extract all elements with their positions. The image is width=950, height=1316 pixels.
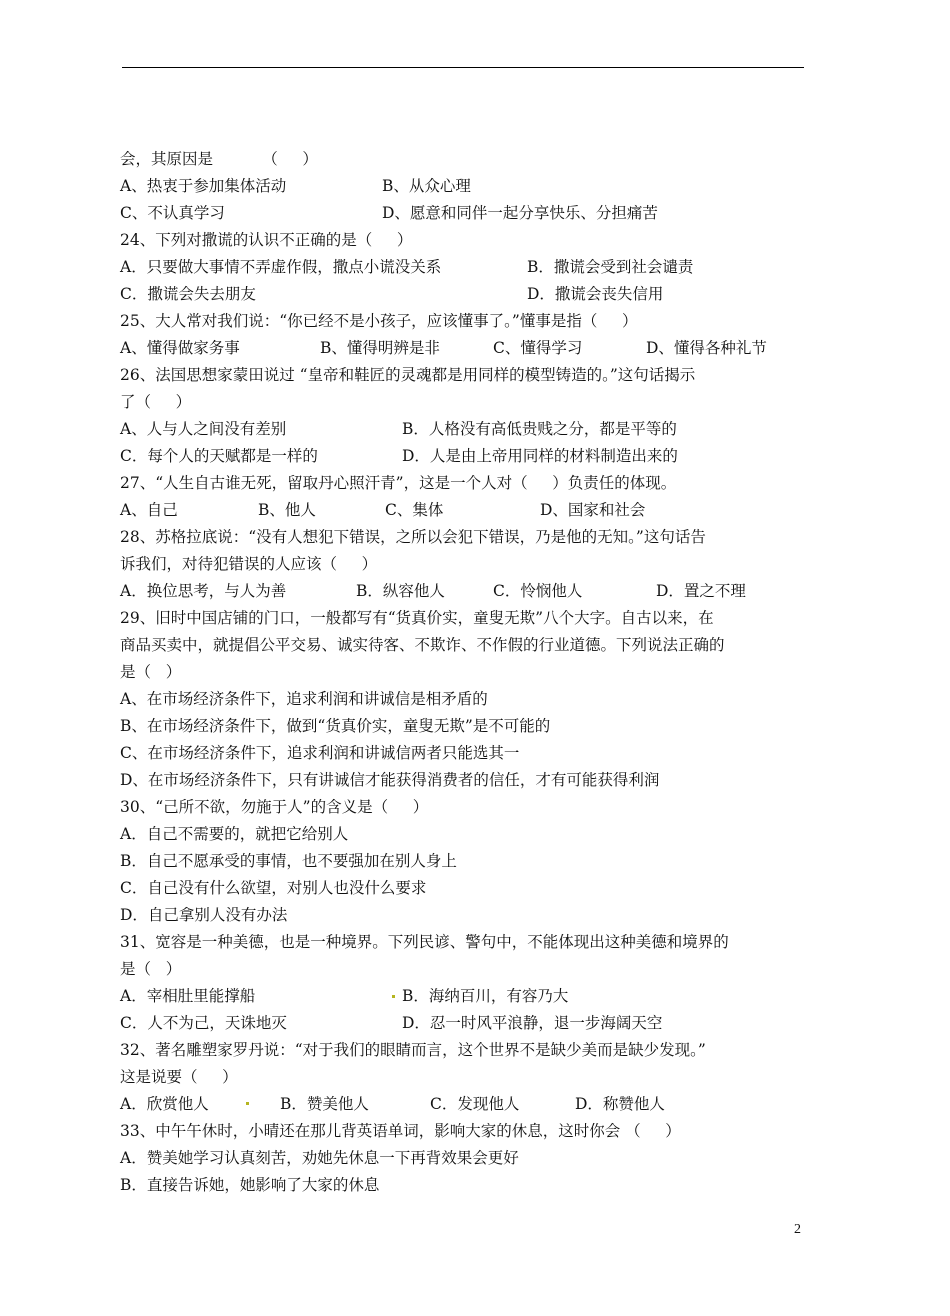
option-text: D、国家和社会 <box>540 501 646 519</box>
line-text: 30、“己所不欲，勿施于人”的含义是（ ） <box>120 798 429 816</box>
option-text: D．置之不理 <box>656 582 746 600</box>
line-text: A．换位思考，与人为善 <box>120 582 287 600</box>
line-text: B．直接告诉她，她影响了大家的休息 <box>120 1176 380 1194</box>
line-text: A．自己不需要的，就把它给别人 <box>120 825 349 843</box>
text-line <box>120 605 810 632</box>
option-text: B、他人 <box>258 501 316 519</box>
line-text: 24、下列对撒谎的认识不正确的是（ ） <box>120 231 413 249</box>
option-text: B、懂得明辨是非 <box>320 339 440 357</box>
line-text: A、人与人之间没有差别 <box>120 420 287 438</box>
text-line <box>120 632 810 659</box>
option-text: D、懂得各种礼节 <box>646 339 767 357</box>
option-text: D．忍一时风平浪静，退一步海阔天空 <box>402 1014 663 1032</box>
text-line <box>120 524 810 551</box>
option-text: B．人格没有高低贵贱之分，都是平等的 <box>402 420 677 438</box>
text-line <box>120 173 810 200</box>
text-line <box>120 470 810 497</box>
line-text: D．自己拿别人没有办法 <box>120 906 288 924</box>
line-text: B．自己不愿承受的事情，也不要强加在别人身上 <box>120 852 457 870</box>
text-line <box>120 1064 810 1091</box>
option-text: D．称赞他人 <box>575 1095 665 1113</box>
line-text: 会，其原因是 （ ） <box>120 150 318 168</box>
option-text: B、从众心理 <box>382 177 471 195</box>
text-line <box>120 254 810 281</box>
text-line <box>120 821 810 848</box>
line-text: 29、旧时中国店铺的门口，一般都写有“货真价实，童叟无欺”八个大字。自古以来，在 <box>120 609 714 627</box>
line-text: 33、中午午休时，小晴还在那儿背英语单词，影响大家的休息，这时你会 （ ） <box>120 1122 681 1140</box>
option-text: B．撒谎会受到社会谴责 <box>527 258 694 276</box>
text-line <box>120 794 810 821</box>
line-text: A．只要做大事情不弄虚作假，撒点小谎没关系 <box>120 258 442 276</box>
text-line <box>120 497 810 524</box>
text-line <box>120 767 810 794</box>
option-text: C、集体 <box>385 501 444 519</box>
speck-mark <box>246 1102 249 1105</box>
line-text: 31、宽容是一种美德，也是一种境界。下列民谚、警句中，不能体现出这种美德和境界的 <box>120 933 729 951</box>
line-text: C、在市场经济条件下，追求利润和讲诚信两者只能选其一 <box>120 744 520 762</box>
text-line <box>120 956 810 983</box>
line-text: A．宰相肚里能撑船 <box>120 987 256 1005</box>
option-text: D、愿意和同伴一起分享快乐、分担痛苦 <box>382 204 658 222</box>
line-text: C．撒谎会失去朋友 <box>120 285 256 303</box>
option-text: B．海纳百川，有容乃大 <box>402 987 569 1005</box>
line-text: 这是说要（ ） <box>120 1068 238 1086</box>
text-line <box>120 200 810 227</box>
line-text: 是（ ） <box>120 663 182 681</box>
line-text: B、在市场经济条件下，做到“货真价实，童叟无欺”是不可能的 <box>120 717 551 735</box>
line-text: C、不认真学习 <box>120 204 225 222</box>
line-text: 28、苏格拉底说：“没有人想犯下错误，之所以会犯下错误，乃是他的无知。”这句话告 <box>120 528 706 546</box>
text-line <box>120 1145 810 1172</box>
line-text: A、自己 <box>120 501 178 519</box>
option-text: B．纵容他人 <box>356 582 445 600</box>
option-text: D．人是由上帝用同样的材料制造出来的 <box>402 447 678 465</box>
text-line <box>120 686 810 713</box>
line-text: 商品买卖中，就提倡公平交易、诚实待客、不欺诈、不作假的行业道德。下列说法正确的 <box>120 636 725 654</box>
question-list <box>120 146 810 1199</box>
text-line <box>120 740 810 767</box>
speck-mark <box>392 995 395 998</box>
text-line <box>120 416 810 443</box>
text-line <box>120 362 810 389</box>
text-line <box>120 929 810 956</box>
text-line <box>120 1037 810 1064</box>
text-line <box>120 1172 810 1199</box>
line-text: 25、大人常对我们说：“你已经不是小孩子，应该懂事了。”懂事是指（ ） <box>120 312 638 330</box>
line-text: A．赞美她学习认真刻苦，劝她先休息一下再背效果会更好 <box>120 1149 519 1167</box>
line-text: 27、“人生自古谁无死，留取丹心照汗青”，这是一个人对（ ）负责任的体现。 <box>120 474 677 492</box>
line-text: A、在市场经济条件下，追求利润和讲诚信是相矛盾的 <box>120 690 488 708</box>
option-text: D．撒谎会丧失信用 <box>527 285 664 303</box>
line-text: 了（ ） <box>120 393 192 411</box>
text-line <box>120 659 810 686</box>
line-text: 诉我们，对待犯错误的人应该（ ） <box>120 555 378 573</box>
page-number: 2 <box>794 1222 801 1237</box>
text-line <box>120 281 810 308</box>
line-text: C．每个人的天赋都是一样的 <box>120 447 318 465</box>
line-text: D、在市场经济条件下，只有讲诚信才能获得消费者的信任，才有可能获得利润 <box>120 771 660 789</box>
line-text: A．欣赏他人 <box>120 1095 209 1113</box>
text-line <box>120 848 810 875</box>
option-text: B．赞美他人 <box>280 1095 369 1113</box>
line-text: 26、法国思想家蒙田说过 “皇帝和鞋匠的灵魂都是用同样的模型铸造的。”这句话揭示 <box>120 366 696 384</box>
text-line <box>120 1091 810 1118</box>
text-line <box>120 551 810 578</box>
text-line <box>120 335 810 362</box>
text-line <box>120 713 810 740</box>
text-line <box>120 983 810 1010</box>
line-text: A、懂得做家务事 <box>120 339 240 357</box>
text-line <box>120 308 810 335</box>
option-text: C．怜悯他人 <box>493 582 583 600</box>
option-text: C．发现他人 <box>430 1095 520 1113</box>
line-text: C．自己没有什么欲望，对别人也没什么要求 <box>120 879 427 897</box>
text-line <box>120 578 810 605</box>
text-line <box>120 1118 810 1145</box>
option-text: C、懂得学习 <box>493 339 583 357</box>
text-line <box>120 875 810 902</box>
text-line <box>120 146 810 173</box>
text-line <box>120 443 810 470</box>
line-text: A、热衷于参加集体活动 <box>120 177 287 195</box>
text-line <box>120 902 810 929</box>
text-line <box>120 227 810 254</box>
text-line <box>120 389 810 416</box>
text-line <box>120 1010 810 1037</box>
line-text: 是（ ） <box>120 960 182 978</box>
line-text: C．人不为己，天诛地灭 <box>120 1014 287 1032</box>
line-text: 32、著名雕塑家罗丹说：“对于我们的眼睛而言，这个世界不是缺少美而是缺少发现。” <box>120 1041 706 1059</box>
header-rule <box>122 67 804 68</box>
